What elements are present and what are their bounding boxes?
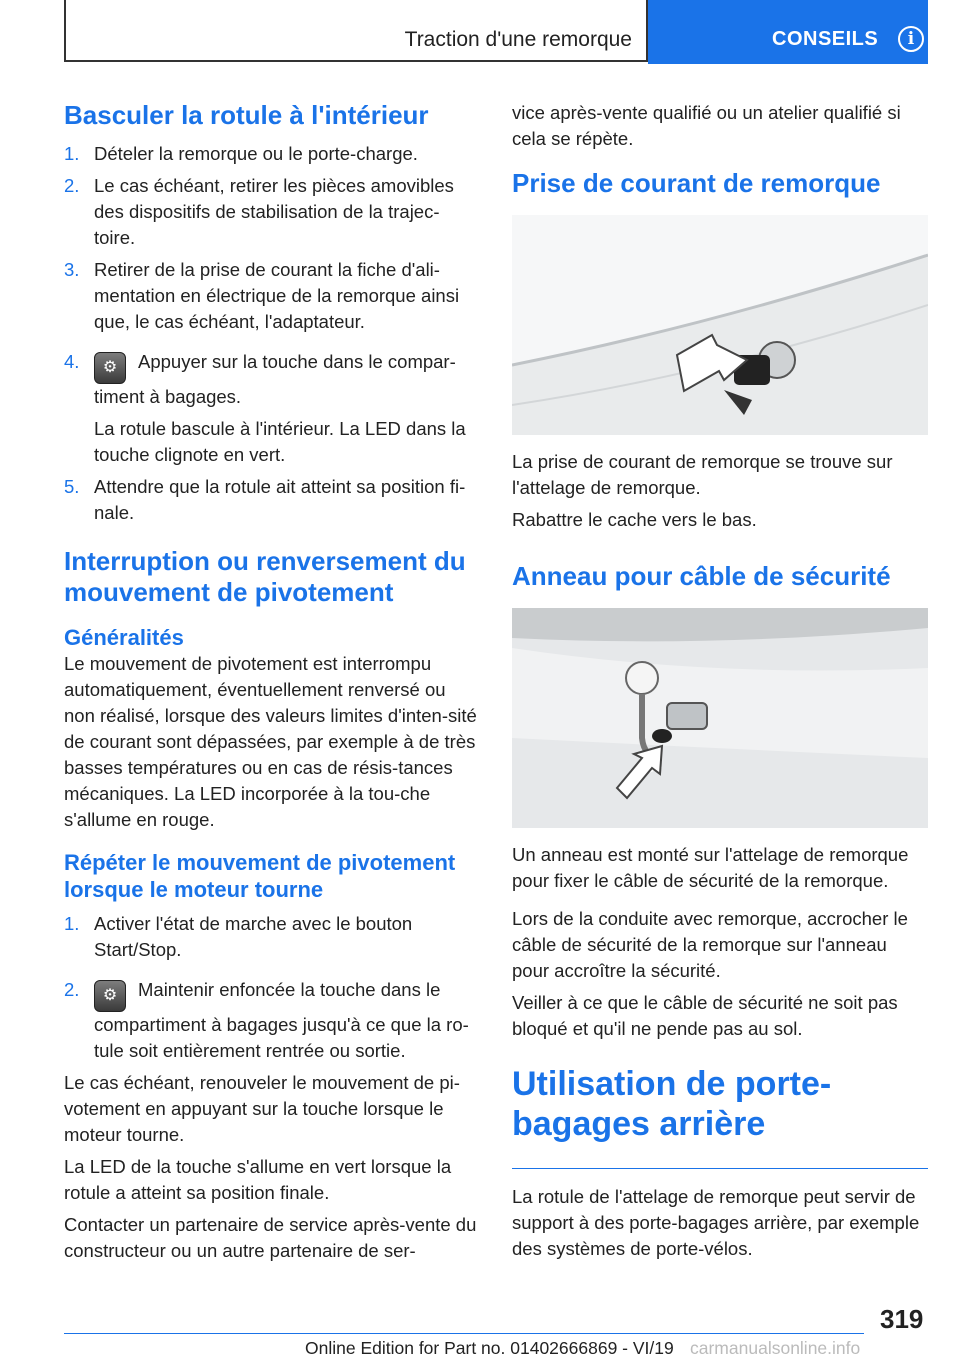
step-number: 1. <box>64 913 80 934</box>
paragraph-continuation: vice après-vente qualifié ou un atelier qualifié si cela se répète. <box>512 102 901 149</box>
step-text: Retirer de la prise de courant la fiche d'ali-mentation en électrique de la remorque ainsi que, le cas échéant, l'adaptateur. <box>94 259 460 332</box>
footer-watermark: carmanualsonline.info <box>690 1338 861 1358</box>
heading-prise: Prise de courant de remorque <box>512 168 881 198</box>
paragraph-prise-2: Rabattre le cache vers le bas. <box>512 509 757 530</box>
paragraph-led: La LED de la touche s'allume en vert lorsque la rotule a atteint sa position finale. <box>64 1156 452 1203</box>
section-tab-conseils[interactable] <box>648 0 928 64</box>
heading-repeter: Répéter le mouvement de pivotement lorsque le moteur tourne <box>64 850 456 902</box>
list-item <box>64 141 480 167</box>
figure-safety-cable-ring <box>512 608 928 828</box>
step-text: Le cas échéant, retirer les pièces amovibles des dispositifs de stabilisation de la trajec-toire. <box>94 175 454 248</box>
tow-hitch-button-icon: ⚙ <box>94 352 126 384</box>
heading-anneau: Anneau pour câble de sécurité <box>512 561 891 591</box>
paragraph-anneau-2: Lors de la conduite avec remorque, accrocher le câble de sécurité de la remorque sur l'anneau pour accroître la sécurité. <box>512 908 908 981</box>
page-header <box>64 0 928 64</box>
tow-hitch-button-icon: ⚙ <box>94 980 126 1012</box>
list-item <box>64 173 480 251</box>
list-item <box>64 911 480 963</box>
footer-divider <box>64 1333 864 1334</box>
info-icon: i <box>898 26 924 52</box>
paragraph-anneau-3: Veiller à ce que le câble de sécurité ne soit pas bloqué et qu'il ne pende pas au sol. <box>512 992 898 1039</box>
page-number: 319 <box>880 1304 924 1334</box>
step-number: 2. <box>64 979 80 1000</box>
list-item <box>64 474 480 526</box>
paragraph-utilisation: La rotule de l'attelage de remorque peut servir de support à des porte-bagages arrière, par exemple des systèmes de porte-vélos. <box>512 1186 920 1259</box>
list-item <box>64 257 480 335</box>
step-number: 5. <box>64 476 80 497</box>
footer-edition: Online Edition for Part no. 01402666869 - VI/19 <box>305 1338 674 1358</box>
section-tab-label: CONSEILS <box>772 28 879 50</box>
figure-trailer-socket <box>512 215 928 435</box>
list-item <box>64 349 480 410</box>
step-number: 3. <box>64 259 80 280</box>
paragraph-prise-1: La prise de courant de remorque se trouve sur l'attelage de remorque. <box>512 451 893 498</box>
list-item <box>64 977 480 1064</box>
right-column <box>512 100 928 1262</box>
step-number: 4. <box>64 351 80 372</box>
paragraph-generalites: Le mouvement de pivotement est interrompu automatiquement, éventuellement renversé ou non réalisé, lorsque des valeurs limites d'inten-sité de courant sont dépassées, par exemple à de très basses températures ou en cas de résis-tances mécaniques. La LED incorporée à la tou-che s'allume en rouge. <box>64 653 477 830</box>
heading-generalites: Généralités <box>64 625 184 650</box>
step-text: Dételer la remorque ou le porte-charge. <box>94 143 418 164</box>
paragraph-renouveler: Le cas échéant, renouveler le mouvement de pi-votement en appuyant sur la touche lorsque le moteur tourne. <box>64 1072 460 1145</box>
heading-interruption: Interruption ou renversement du mouvement de pivotement <box>64 546 466 607</box>
paragraph-anneau-1: Un anneau est monté sur l'attelage de remorque pour fixer le câble de sécurité de la remorque. <box>512 844 909 891</box>
step-note <box>64 416 480 468</box>
step-text: Appuyer sur la touche dans le compar-timent à bagages. <box>94 351 456 407</box>
section-divider <box>512 1168 928 1169</box>
header-title: Traction d'une remorque <box>404 28 632 51</box>
left-column <box>64 100 480 1264</box>
heading-utilisation: Utilisation de porte-bagages arrière <box>512 1065 832 1143</box>
step-note-text: La rotule bascule à l'intérieur. La LED dans la touche clignote en vert. <box>94 418 466 465</box>
header-title-box <box>64 0 648 62</box>
safety-ring-illustration <box>512 608 928 828</box>
trailer-socket-illustration <box>512 215 928 435</box>
step-number: 1. <box>64 143 80 164</box>
step-text: Activer l'état de marche avec le bouton Start/Stop. <box>94 913 413 960</box>
heading-basculer: Basculer la rotule à l'intérieur <box>64 100 429 130</box>
step-text: Maintenir enfoncée la touche dans le compartiment à bagages jusqu'à ce que la ro-tule soit entièrement rentrée ou sortie. <box>94 979 469 1061</box>
step-text: Attendre que la rotule ait atteint sa position fi-nale. <box>94 476 466 523</box>
paragraph-contact: Contacter un partenaire de service après-vente du constructeur ou un autre partenaire de ser- <box>64 1214 477 1261</box>
step-number: 2. <box>64 175 80 196</box>
